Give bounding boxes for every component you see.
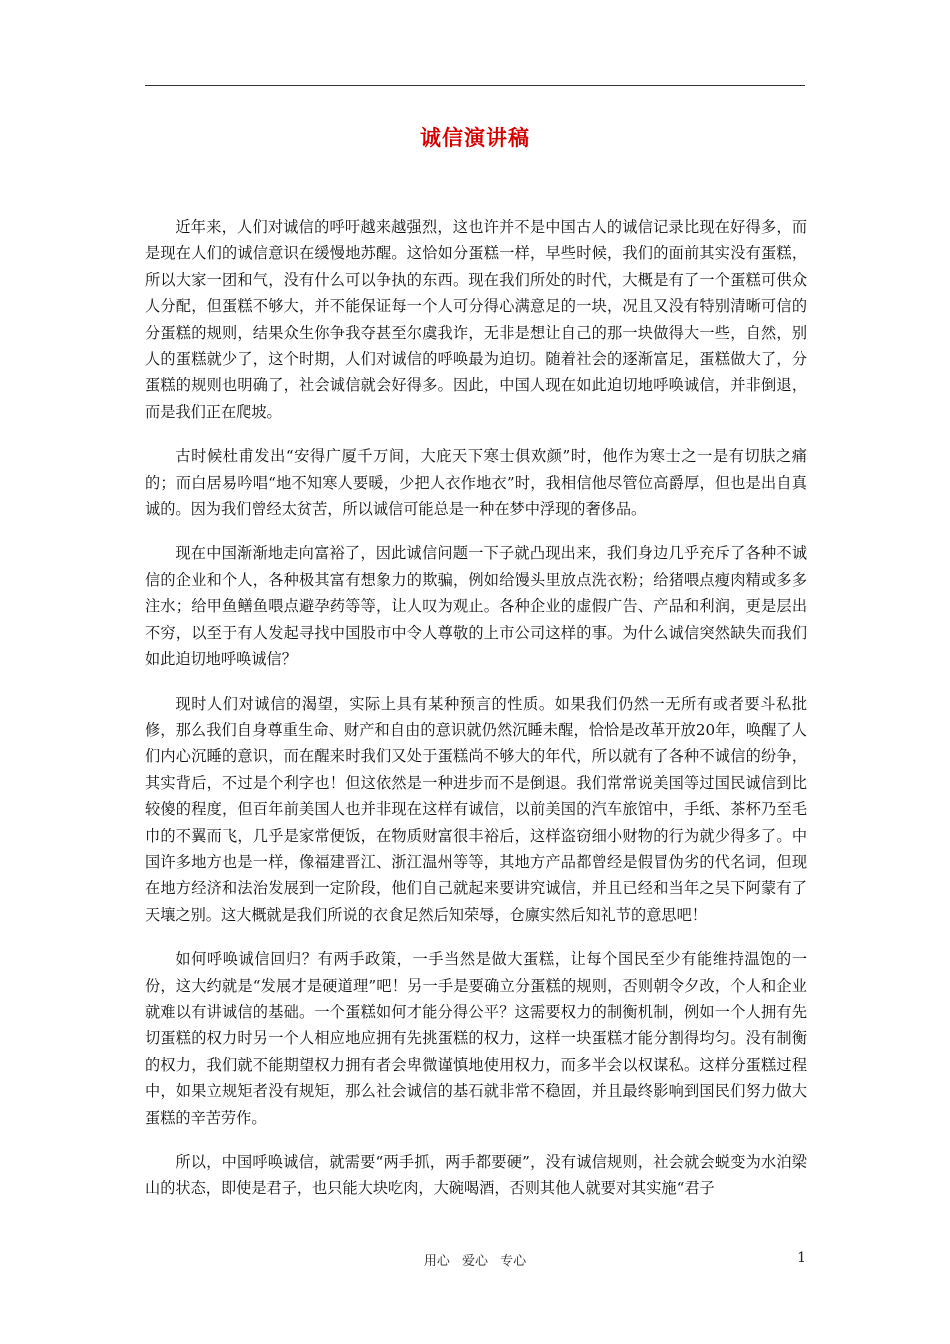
document-body xyxy=(145,214,807,1220)
paragraph-4: 现时人们对诚信的渴望，实际上具有某种预言的性质。如果我们仍然一无所有或者要斗私批修，那么我们自身尊重生命、财产和自由的意识就仍然沉睡未醒，恰恰是改革开放20年，唤醒了人们内心沉睡的意识，而在醒来时我们又处于蛋糕尚不够大的年代，所以就有了各种不诚信的纷争，其实背后，不过是个利字也！但这依然是一种进步而不是倒退。我们常常说美国等过国民诚信到比较傻的程度，但百年前美国人也并非现在这样有诚信，以前美国的汽车旅馆中，手纸、茶杯乃至毛巾的不翼而飞，几乎是家常便饭，在物质财富很丰裕后，这样盗窃细小财物的行为就少得多了。中国许多地方也是一样，像福建晋江、浙江温州等等，其地方产品都曾经是假冒伪劣的代名词，但现在地方经济和法治发展到一定阶段，他们自己就起来要讲究诚信，并且已经和当年之吴下阿蒙有了天壤之别。这大概就是我们所说的衣食足然后知荣辱，仓廪实然后知礼节的意思吧！ xyxy=(145,694,807,924)
header-rule xyxy=(145,85,805,86)
paragraph-6: 所以，中国呼唤诚信，就需要“两手抓，两手都要硬”，没有诚信规则，社会就会蜕变为水泊梁山的状态，即使是君子，也只能大块吃肉，大碗喝酒，否则其他人就要对其实施“君子 xyxy=(145,1153,807,1198)
paragraph-5: 如何呼唤诚信回归？有两手政策，一手当然是做大蛋糕，让每个国民至少有能维持温饱的一份，这大约就是“发展才是硬道理”吧！另一手是要确立分蛋糕的规则，否则朝令夕改，个人和企业就难以有讲诚信的基础。一个蛋糕如何才能分得公平？这需要权力的制衡机制，例如一个人拥有先切蛋糕的权力时另一个人相应地应拥有先挑蛋糕的权力，这样一块蛋糕才能分割得均匀。没有制衡的权力，我们就不能期望权力拥有者会卑微谨慎地使用权力，而多半会以权谋私。这样分蛋糕过程中，如果立规矩者没有规矩，那么社会诚信的基石就非常不稳固，并且最终影响到国民们努力做大蛋糕的辛苦劳作。 xyxy=(145,950,807,1127)
page-number: 1 xyxy=(797,1250,806,1266)
paragraph-2: 古时候杜甫发出“安得广厦千万间，大庇天下寒士俱欢颜”时，他作为寒士之一是有切肤之痛的；而白居易吟唱“地不知寒人要暖，少把人衣作地衣”时，我相信他尽管位高爵厚，但也是出自真诚的。因为我们曾经太贫苦，所以诚信可能总是一种在梦中浮现的奢侈品。 xyxy=(145,447,807,519)
footer-motto: 用心 爱心 专心 xyxy=(423,1254,527,1269)
document-title: 诚信演讲稿 xyxy=(420,126,530,150)
paragraph-1: 近年来，人们对诚信的呼吁越来越强烈，这也许并不是中国古人的诚信记录比现在好得多，而是现在人们的诚信意识在缓慢地苏醒。这恰如分蛋糕一样，早些时候，我们的面前其实没有蛋糕，所以大家一团和气，没有什么可以争执的东西。现在我们所处的时代，大概是有了一个蛋糕可供众人分配，但蛋糕不够大，并不能保证每一个人可分得心满意足的一块，况且又没有特别清晰可信的分蛋糕的规则，结果众生你争我夺甚至尔虞我诈，无非是想让自己的那一块做得大一些，自然，别人的蛋糕就少了，这个时期，人们对诚信的呼唤最为迫切。随着社会的逐渐富足，蛋糕做大了，分蛋糕的规则也明确了，社会诚信就会好得多。因此，中国人现在如此迫切地呼唤诚信，并非倒退，而是我们正在爬坡。 xyxy=(145,218,807,421)
paragraph-3: 现在中国渐渐地走向富裕了，因此诚信问题一下子就凸现出来，我们身边几乎充斥了各种不诚信的企业和个人，各种极其富有想象力的欺骗，例如给馒头里放点洗衣粉；给猪喂点瘦肉精或多多注水；给甲鱼鳝鱼喂点避孕药等等，让人叹为观止。各种企业的虚假广告、产品和利润，更是层出不穷，以至于有人发起寻找中国股市中令人尊敬的上市公司这样的事。为什么诚信突然缺失而我们如此迫切地呼唤诚信？ xyxy=(145,544,807,669)
